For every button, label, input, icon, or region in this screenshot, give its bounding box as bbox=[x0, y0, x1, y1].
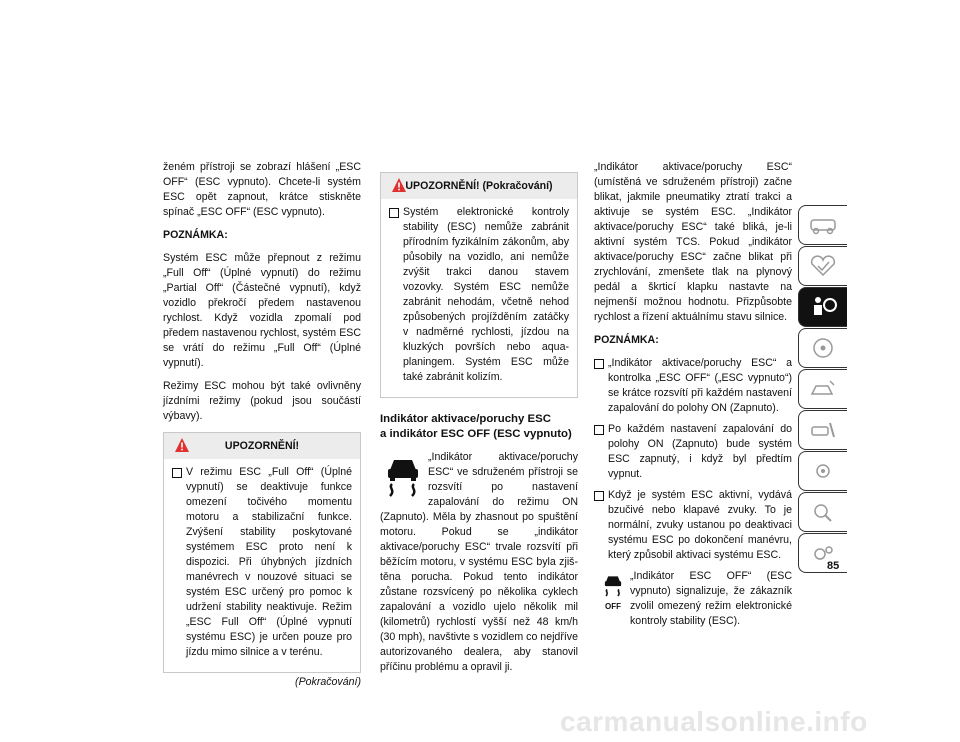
bullet-text: „Indikátor aktivace/poruchy ESC“ a kontrolka „ESC OFF“ („ESC vypnuto“) se krátce rozsvítí při každém nastavení zapalování do polohy ON (Zapnuto). bbox=[608, 357, 792, 414]
note-heading: POZNÁMKA: bbox=[163, 229, 228, 241]
warning-header bbox=[381, 173, 577, 199]
page-number: 85 bbox=[827, 560, 840, 572]
column-1 bbox=[163, 160, 361, 690]
paragraph: Režimy ESC mohou být také ovlivněny jízdními režimy (pokud jsou součástí výbavy). bbox=[163, 380, 361, 422]
steering-wheel-icon bbox=[808, 337, 838, 359]
tab-accident[interactable] bbox=[798, 369, 847, 409]
tab-search[interactable] bbox=[798, 492, 847, 532]
esc-off-car-icon bbox=[600, 571, 626, 597]
off-label: OFF bbox=[605, 602, 621, 611]
warning-box-continued bbox=[380, 172, 578, 398]
warning-triangle-icon bbox=[174, 437, 190, 453]
continued-label: (Pokračování) bbox=[295, 676, 361, 688]
tab-car-info[interactable] bbox=[798, 205, 847, 245]
tab-settings[interactable] bbox=[798, 533, 847, 573]
paragraph: Systém ESC může přepnout z režimu „Full Off“ (Úplné vypnutí) do režimu „Partial Off“ (Částečné vypnutí), když vozidlo překročí předem nastavenou rychlost. Když vozidla zpomalí pod předem nastavenou rychlost, systém ESC se vrátí do režimu „Full Off“ (Úplné vypnutí). bbox=[163, 252, 361, 369]
watermark: carmanualsonline.info bbox=[560, 706, 868, 737]
chapter-tabs bbox=[798, 205, 846, 574]
list-item bbox=[594, 422, 792, 482]
tab-heart-check[interactable] bbox=[798, 246, 847, 286]
list-item bbox=[172, 465, 352, 660]
column-3 bbox=[594, 160, 792, 637]
wrench-car-icon bbox=[808, 419, 838, 441]
esc-skid-car-icon bbox=[380, 450, 426, 498]
checkbox-bullet-icon bbox=[594, 425, 604, 435]
list-item bbox=[594, 356, 792, 416]
heart-check-icon bbox=[808, 255, 838, 277]
checkbox-bullet-icon bbox=[594, 359, 604, 369]
bullet-text: Po každém nastavení zapalování do polohy ON (Zapnuto) bude systém ESC zapnutý, i když byl předtím vypnut. bbox=[608, 423, 792, 480]
paragraph: „Indikátor ESC OFF“ (ESC vypnuto) signalizuje, že zákazník zvolil omezený režim elektronické kontroly stability (ESC). bbox=[630, 570, 792, 627]
warning-title: UPOZORNĚNÍ! bbox=[224, 440, 300, 452]
indicator-paragraph bbox=[380, 450, 578, 675]
checkbox-bullet-icon bbox=[389, 208, 399, 218]
checkbox-bullet-icon bbox=[594, 491, 604, 501]
paragraph: „Indikátor aktivace/poruchy ESC“ ve sdruženém přístroji se rozsvítí po nastavení zapalování do režimu ON (Zapnuto). Měla by zhasnout po spuštění motoru. Pokud se „indikátor aktivace/poruchy ESC“ trvale rozsvítí při běžícím motoru, v systému ESC byla zjištěna porucha. Pokud tento indikátor zůstane rozsvícený po několika cyklech zapalování a vozidlo ujelo několik mil (kilometrů) rychlostí vyšší než 48 km/h (30 mph), navštivte s vozidlem co nejdříve autorizovaného dealera, aby stanovil příčinu problému a opravil ji. bbox=[380, 451, 578, 673]
tab-safety[interactable] bbox=[798, 287, 847, 327]
warning-header bbox=[164, 433, 360, 459]
heading-line-2: a indikátor ESC OFF (ESC vypnuto) bbox=[380, 428, 572, 440]
paragraph: „Indikátor aktivace/poruchy ESC“ (umístěná ve sdruženém přístroji) začne blikat, jakmile pneumatiky ztratí trakci a aktivuje se systém ESC. „Indikátor aktivace/poruchy ESC“ také bliká, je-li aktivní systém TCS. Pokud „indikátor aktivace/poruchy ESC“ začne blikat při zrychlování, zmenšete tlak na plynový pedál a škrticí klapku nastavte na nejmenší možnou hodnotu. Přizpůsobte rychlost a řízení aktuálnímu stavu silnice. bbox=[594, 161, 792, 323]
column-2 bbox=[380, 172, 578, 683]
paragraph: ženém přístroji se zobrazí hlášení „ESC OFF“ (ESC vypnuto). Chcete-li systém ESC opět zapnout, krátce stiskněte spínač „ESC OFF“ (ESC vypnuto). bbox=[163, 161, 361, 218]
list-item bbox=[389, 205, 569, 385]
car-crash-icon bbox=[808, 378, 838, 400]
tab-specs[interactable] bbox=[798, 451, 847, 491]
bullet-text: Systém elektronické kontroly stability (ESC) nemůže zabránit přírodním fyzikálním zákonům, aby působily na vozidlo, ani nemůže zvýšit trakci danou stavem vozovky. Systém ESC nemůže zabránit nehodám, včetně nehod způsobených projížděním zatáčky v nadměrné rychlosti, jízdou na kluzkých površích nebo aquaplaningem. Systém ESC může také zabránit kolizím. bbox=[403, 206, 569, 383]
car-info-icon bbox=[808, 214, 838, 236]
checkbox-bullet-icon bbox=[172, 468, 182, 478]
bullet-text: Když je systém ESC aktivní, vydává bzučivé nebo klapavé zvuky. To je normální, zvuky ustanou po deaktivaci systému ESC po dokončení manévru, který způsobil aktivaci systému ESC. bbox=[608, 489, 792, 561]
tab-steering[interactable] bbox=[798, 328, 847, 368]
section-heading bbox=[380, 412, 578, 442]
note-heading: POZNÁMKA: bbox=[594, 334, 659, 346]
warning-triangle-icon bbox=[391, 177, 407, 193]
warning-title: UPOZORNĚNÍ! (Pokračování) bbox=[405, 180, 553, 192]
search-icon bbox=[808, 501, 838, 523]
list-item bbox=[594, 488, 792, 563]
seatbelt-airbag-icon bbox=[808, 295, 838, 319]
heading-line-1: Indikátor aktivace/poruchy ESC bbox=[380, 413, 551, 425]
tab-service[interactable] bbox=[798, 410, 847, 450]
esc-off-paragraph bbox=[594, 569, 792, 629]
bullet-text: V režimu ESC „Full Off“ (Úplné vypnutí) se deaktivuje funkce omezení točivého momentu motoru a stabilizační funkce. Zvýšení stability poskytované systémem ESC proto není k dispozici. Při úhybných jízdních manévrech v nouzové situaci se systém ESC určený pro pomoc k udržení stability neaktivuje. Režim „ESC Full Off“ (Úplné vypnutí systému ESC) je určen pouze pro jízdu mimo silnice a v terénu. bbox=[186, 466, 352, 658]
gear-icon bbox=[808, 460, 838, 482]
esc-off-icon bbox=[598, 571, 628, 611]
warning-box bbox=[163, 432, 361, 673]
